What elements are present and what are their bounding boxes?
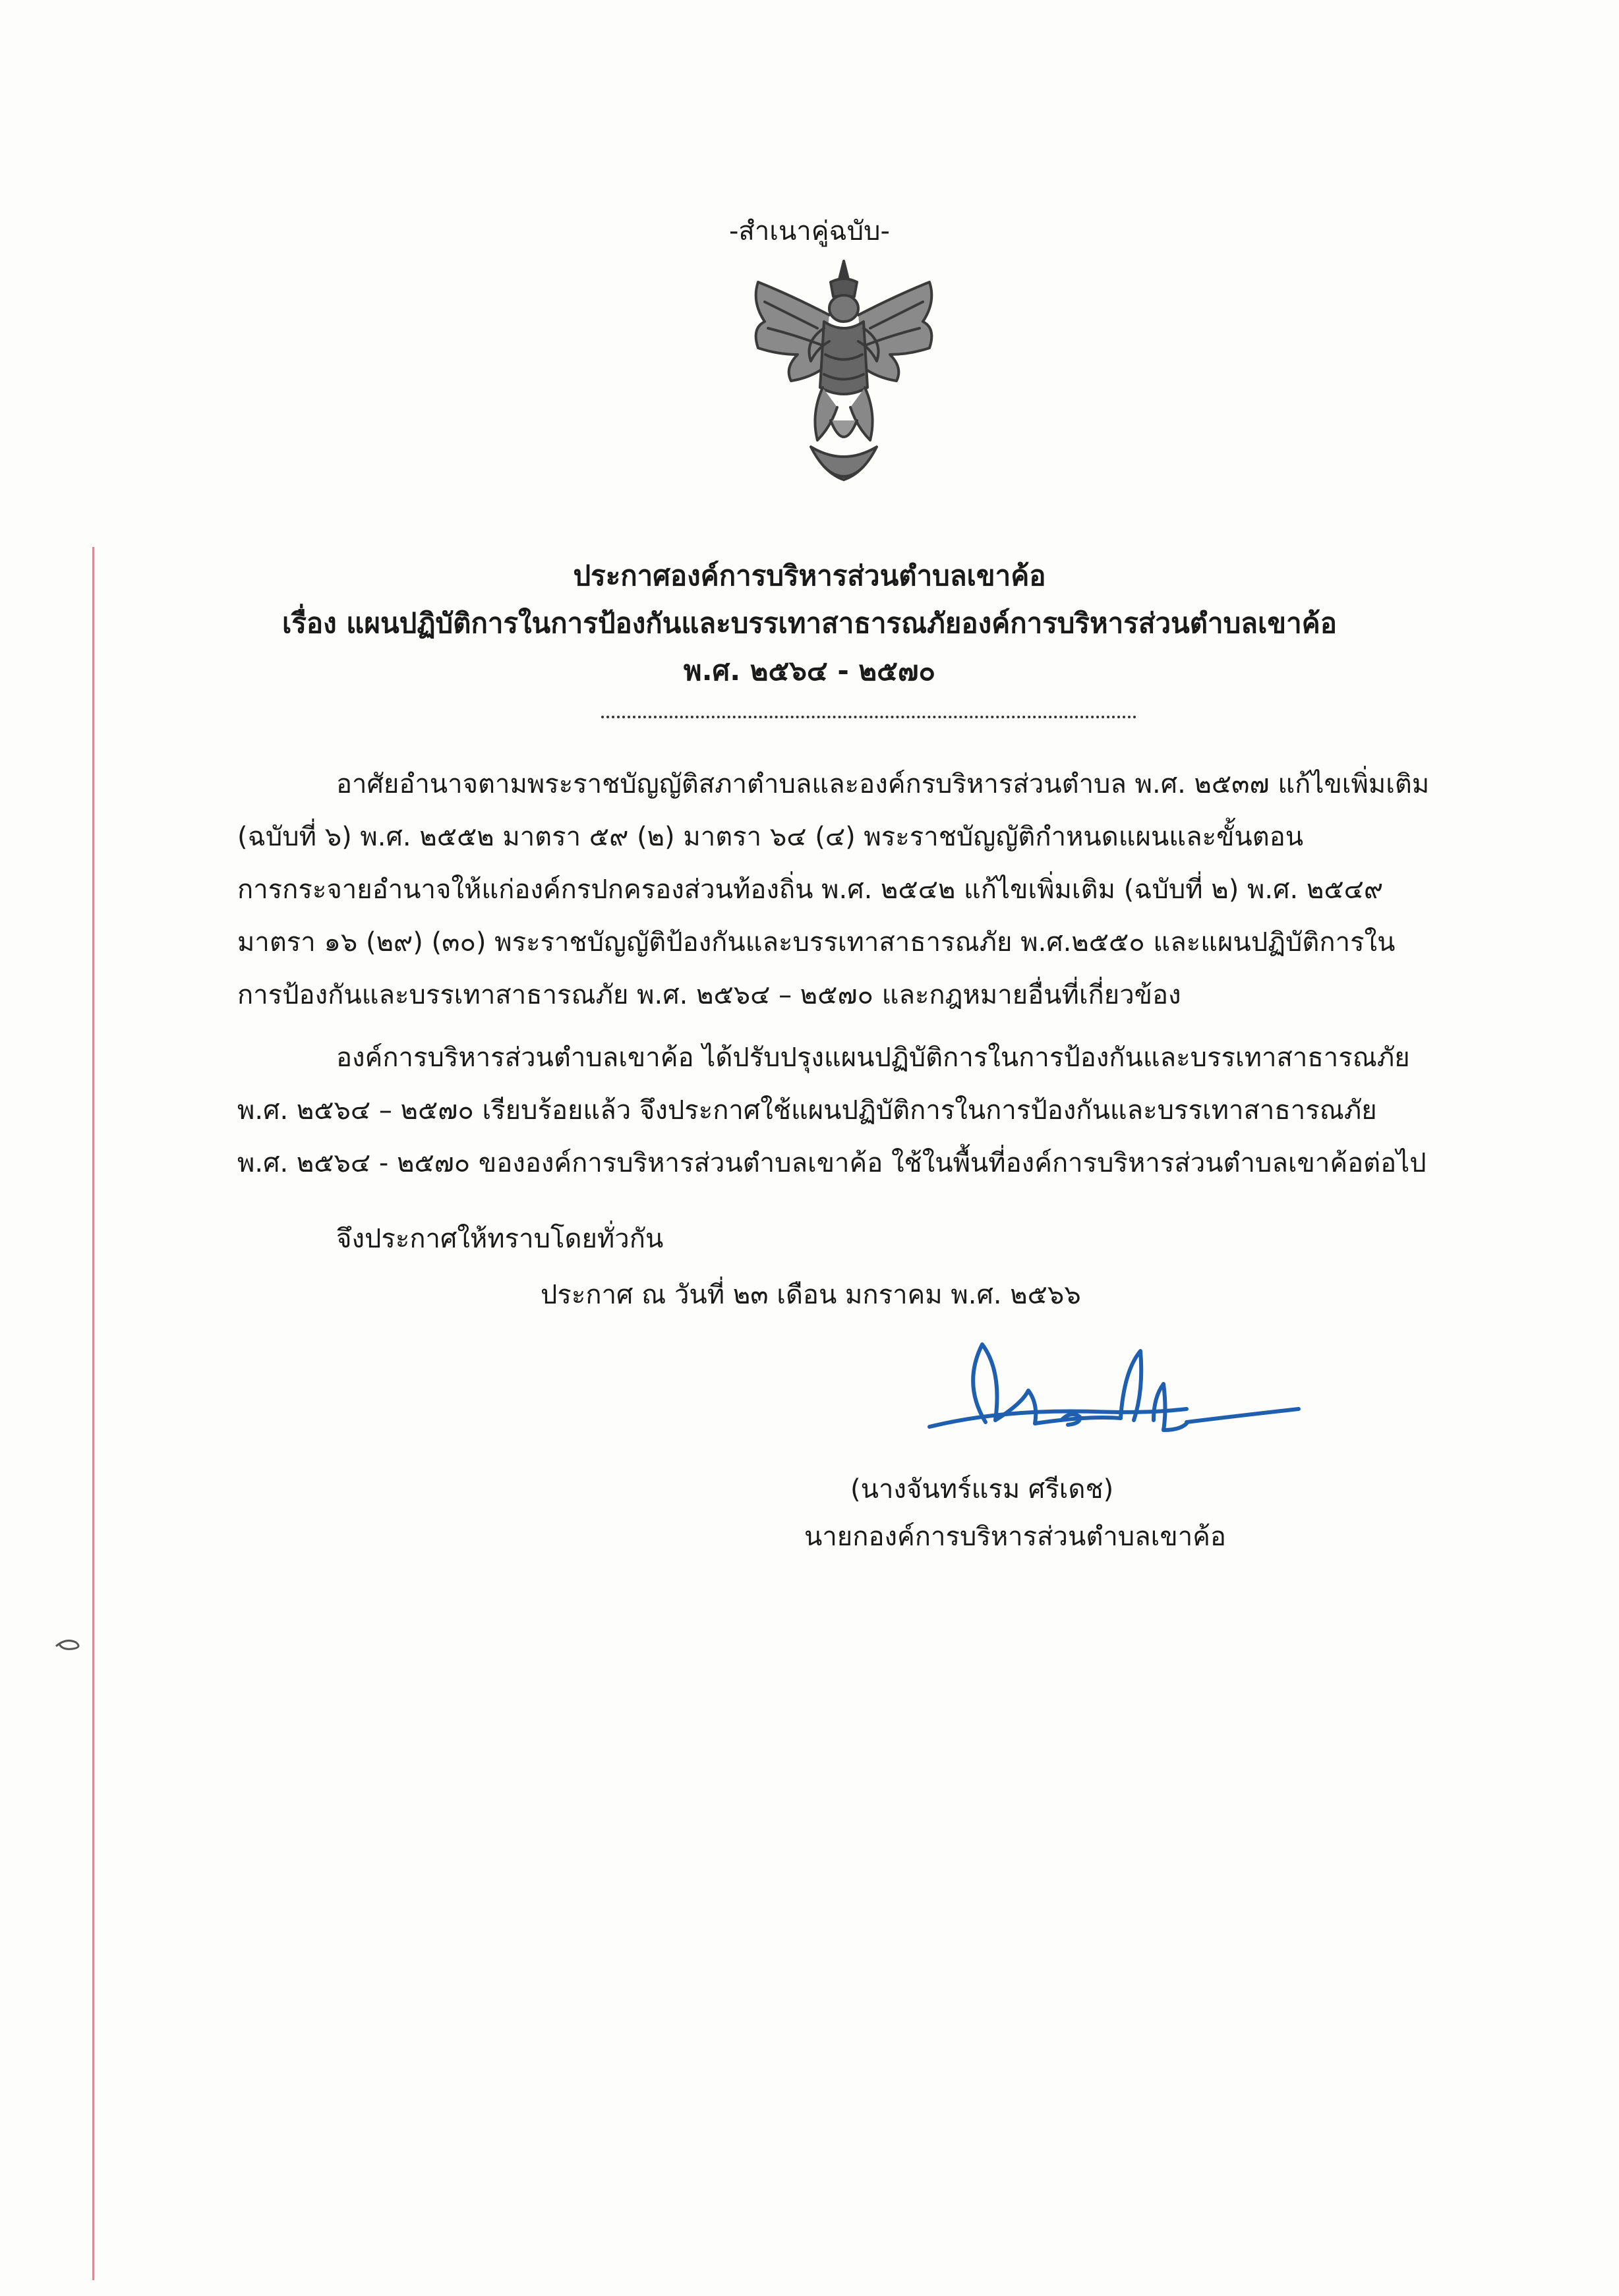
paragraph-1 (237, 758, 1490, 1021)
paragraph-2 (237, 1031, 1490, 1190)
paragraph-2-line: พ.ศ. ๒๕๖๔ – ๒๕๗๐ เรียบร้อยแล้ว จึงประกาศใช้แผนปฏิบัติการในการป้องกันและบรรเทาสาธารณภัย (237, 1095, 1377, 1126)
signer-title: นายกองค์การบริหารส่วนตำบลเขาค้อ (804, 1522, 1226, 1552)
page-mark-icon (53, 1634, 92, 1654)
signer-name: (นางจันทร์แรม ศรีเดช) (850, 1474, 1114, 1505)
paragraph-2-line: องค์การบริหารส่วนตำบลเขาค้อ ได้ปรับปรุงแผนปฏิบัติการในการป้องกันและบรรเทาสาธารณภัย (336, 1043, 1410, 1073)
title-line-2: เรื่อง แผนปฏิบัติการในการป้องกันและบรรเทาสาธารณภัยองค์การบริหารส่วนตำบลเขาค้อ (282, 607, 1337, 639)
title-line-3: พ.ศ. ๒๕๖๔ - ๒๕๗๐ (683, 654, 936, 687)
dotted-separator (601, 716, 1136, 718)
paragraph-1-line: การป้องกันและบรรเทาสาธารณภัย พ.ศ. ๒๕๖๔ – ๒๕๗๐ และกฎหมายอื่นที่เกี่ยวข้อง (237, 980, 1181, 1010)
paragraph-1-line: อาศัยอำนาจตามพระราชบัญญัติสภาตำบลและองค์กรบริหารส่วนตำบล พ.ศ. ๒๕๓๗ แก้ไขเพิ่มเติม (336, 769, 1430, 799)
paragraph-1-line: (ฉบับที่ ๖) พ.ศ. ๒๕๕๒ มาตรา ๕๙ (๒) มาตรา ๖๔ (๔) พระราชบัญญัติกำหนดแผนและขั้นตอน (237, 822, 1304, 852)
margin-line (92, 547, 94, 2280)
title-line-1: ประกาศองค์การบริหารส่วนตำบลเขาค้อ (573, 560, 1046, 592)
paragraph-3 (237, 1213, 1490, 1265)
announcement-date: ประกาศ ณ วันที่ ๒๓ เดือน มกราคม พ.ศ. ๒๕๖๖ (541, 1280, 1081, 1310)
garuda-emblem-icon (738, 256, 949, 493)
paragraph-2-line: พ.ศ. ๒๕๖๔ - ๒๕๗๐ ขององค์การบริหารส่วนตำบลเขาค้อ ใช้ในพื้นที่องค์การบริหารส่วนตำบลเขาค้อต่อไป (237, 1148, 1427, 1178)
handwritten-signature (923, 1331, 1305, 1463)
paragraph-1-line: การกระจายอำนาจให้แก่องค์กรปกครองส่วนท้องถิ่น พ.ศ. ๒๕๔๒ แก้ไขเพิ่มเติม (ฉบับที่ ๒) พ.ศ. ๒๕๔๙ (237, 875, 1384, 905)
announcement-title (0, 552, 1619, 695)
closing-line: จึงประกาศให้ทราบโดยทั่วกัน (336, 1224, 664, 1254)
copy-note: -สำเนาคู่ฉบับ- (728, 216, 890, 246)
paragraph-1-line: มาตรา ๑๖ (๒๙) (๓๐) พระราชบัญญัติป้องกันและบรรเทาสาธารณภัย พ.ศ.๒๕๕๐ และแผนปฏิบัติการใน (237, 927, 1396, 958)
